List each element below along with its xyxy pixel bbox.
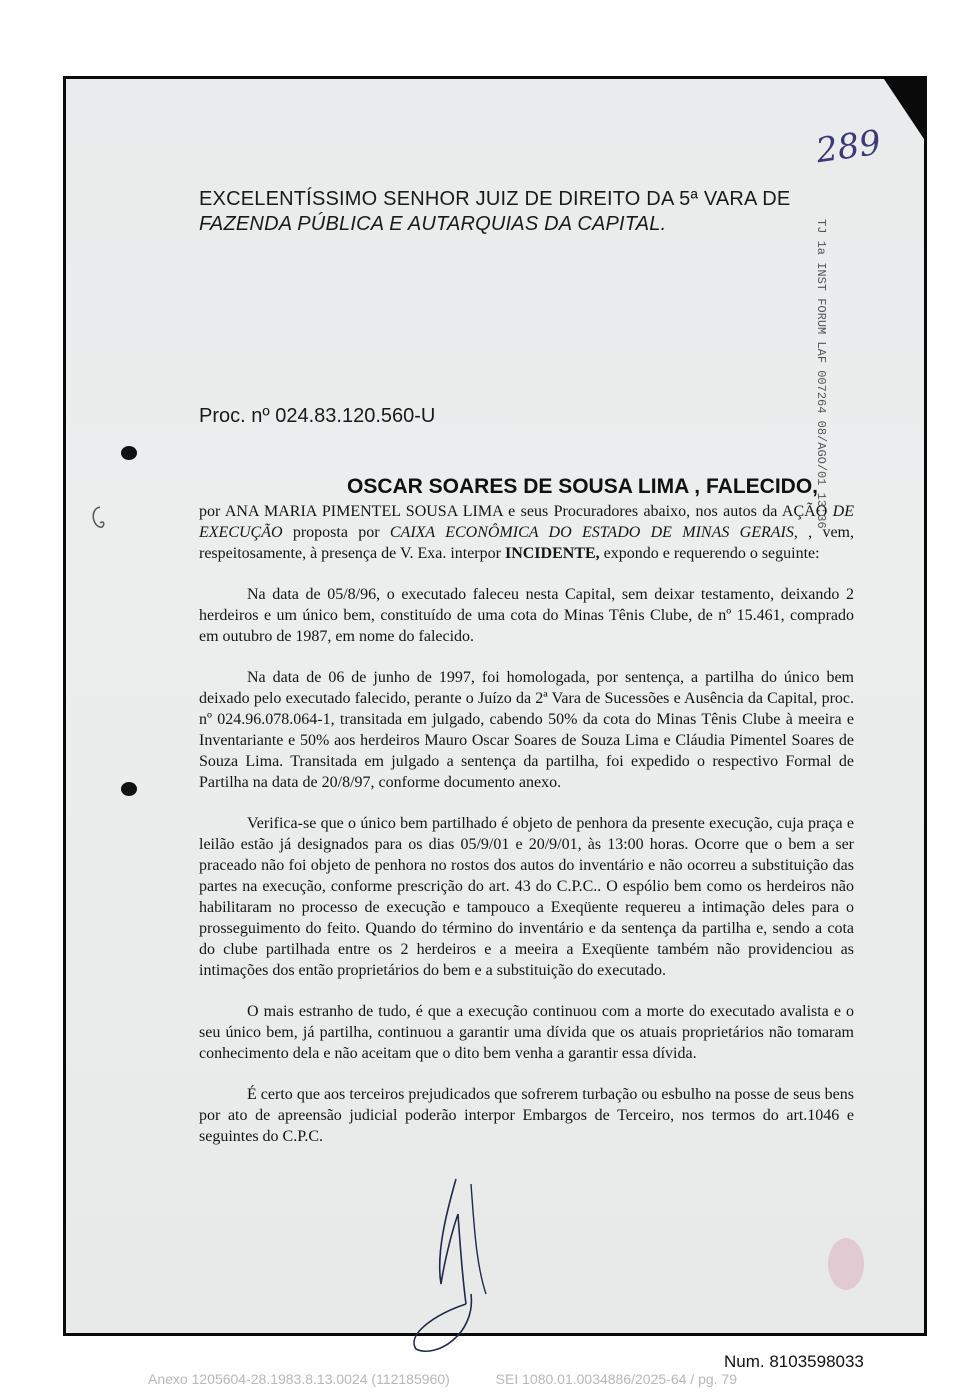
scanned-page-frame — [63, 76, 927, 1336]
footer-reference — [148, 1371, 779, 1387]
intro-paragraph — [199, 501, 854, 564]
header-line-2: FAZENDA PÚBLICA E AUTARQUIAS DA CAPITAL. — [199, 213, 667, 235]
intro-text: por ANA MARIA PIMENTEL SOUSA LIMA e seus Procuradores abaixo, nos autos da AÇÃO — [199, 503, 833, 520]
margin-pen-mark — [86, 499, 116, 559]
body-paragraph: Na data de 05/8/96, o executado faleceu nesta Capital, sem deixar testamento, deixando 2 herdeiros e um único bem, constituído de uma cota do Minas Tênis Clube, de nº 15.461, comprado em outubro de 1987, em nome do falecido. — [199, 586, 854, 645]
intro-text: expondo e requerendo o seguinte: — [599, 545, 820, 562]
body-paragraph: O mais estranho de tudo, é que a execução continuou com a morte do executado avalista e o seu único bem, já partilha, continuou a garantir uma dívida que os atuais proprietários não tomaram conhecimento dela e não aceitam que o dito bem venha a garantir essa dívida. — [199, 1003, 854, 1062]
intro-action: DE EXECUÇÃO — [199, 503, 854, 541]
body-paragraph: Verifica-se que o único bem partilhado é objeto de penhora da presente execução, cuja praça e leilão estão já designados para os dias 05/9/01 e 20/9/01, às 13:00 horas. Ocorre que o bem a ser praceado não foi objeto de penhora no rostos dos autos do inventário e não ocorreu a substituição das partes na execução, conforme prescrição do art. 43 do C.P.C.. O espólio bem como os herdeiros não habilitaram no processo de execução e tampouco a Exeqüente requereu a intimação deles para o prosseguimento do feito. Quando do término do inventário e da sentença da partilha e, sendo a cota do clube partilhada entre os 2 herdeiros e a meeira a Exeqüente também não providenciou as intimações dos então proprietários do bem e a substituição do executado. — [199, 815, 854, 979]
party-name: OSCAR SOARES DE SOUSA LIMA , FALECIDO, — [347, 475, 818, 498]
body-paragraph: É certo que aos terceiros prejudicados que sofrerem turbação ou esbulho na posse de seus bens por ato de apreensão judicial poderão interpor Embargos de Terceiro, nos termos do art.1046 e seguintes do C.P.C. — [199, 1086, 854, 1145]
ink-smudge — [816, 1219, 876, 1299]
document-number: Num. 8103598033 — [724, 1352, 864, 1371]
header-line-1: EXCELENTÍSSIMO SENHOR JUIZ DE DIREITO DA 5ª VARA DE — [199, 188, 791, 210]
intro-text: proposta por — [282, 524, 390, 541]
intro-incidente: INCIDENTE, — [504, 545, 600, 562]
process-number: Proc. nº 024.83.120.560-U — [199, 405, 436, 427]
intro-creditor: CAIXA ECONÔMICA DO ESTADO DE MINAS GERAIS — [389, 524, 794, 541]
punch-hole — [121, 782, 137, 796]
handwritten-page-number: 289 — [813, 122, 884, 172]
scanned-page — [66, 79, 924, 1333]
petition-body — [199, 501, 854, 1167]
footer-annex: Anexo 1205604-28.1983.8.13.0024 (112185960) — [148, 1371, 450, 1387]
intro-text: , , vem, respeitosamente, à presença de V. Exa. interpor — [199, 524, 855, 562]
footer-sei: SEI 1080.01.0034886/2025-64 / pg. 79 — [495, 1371, 737, 1387]
body-paragraph: Na data de 06 de junho de 1997, foi homologada, por sentença, a partilha do único bem deixado pelo executado falecido, perante o Juízo da 2ª Vara de Sucessões e Ausência da Capital, proc. nº 024.96.078.064-1, transitada em julgado, cabendo 50% da cota do Minas Tênis Clube à meeira e Inventariante e 50% aos herdeiros Mauro Oscar Soares de Souza Lima e Cláudia Pimentel Soares de Souza Lima. Transitada em julgado a sentença da partilha, foi expedido o respectivo Formal de Partilha na data de 20/8/97, conforme documento anexo. — [199, 669, 854, 791]
addressee-header — [199, 187, 839, 237]
court-receipt-stamp: TJ 1a INST FORUM LAF 007264 08/AGO/01 13:36 — [814, 219, 828, 529]
handwritten-signature — [396, 1174, 516, 1354]
punch-hole — [121, 446, 137, 460]
folded-corner — [884, 79, 924, 139]
